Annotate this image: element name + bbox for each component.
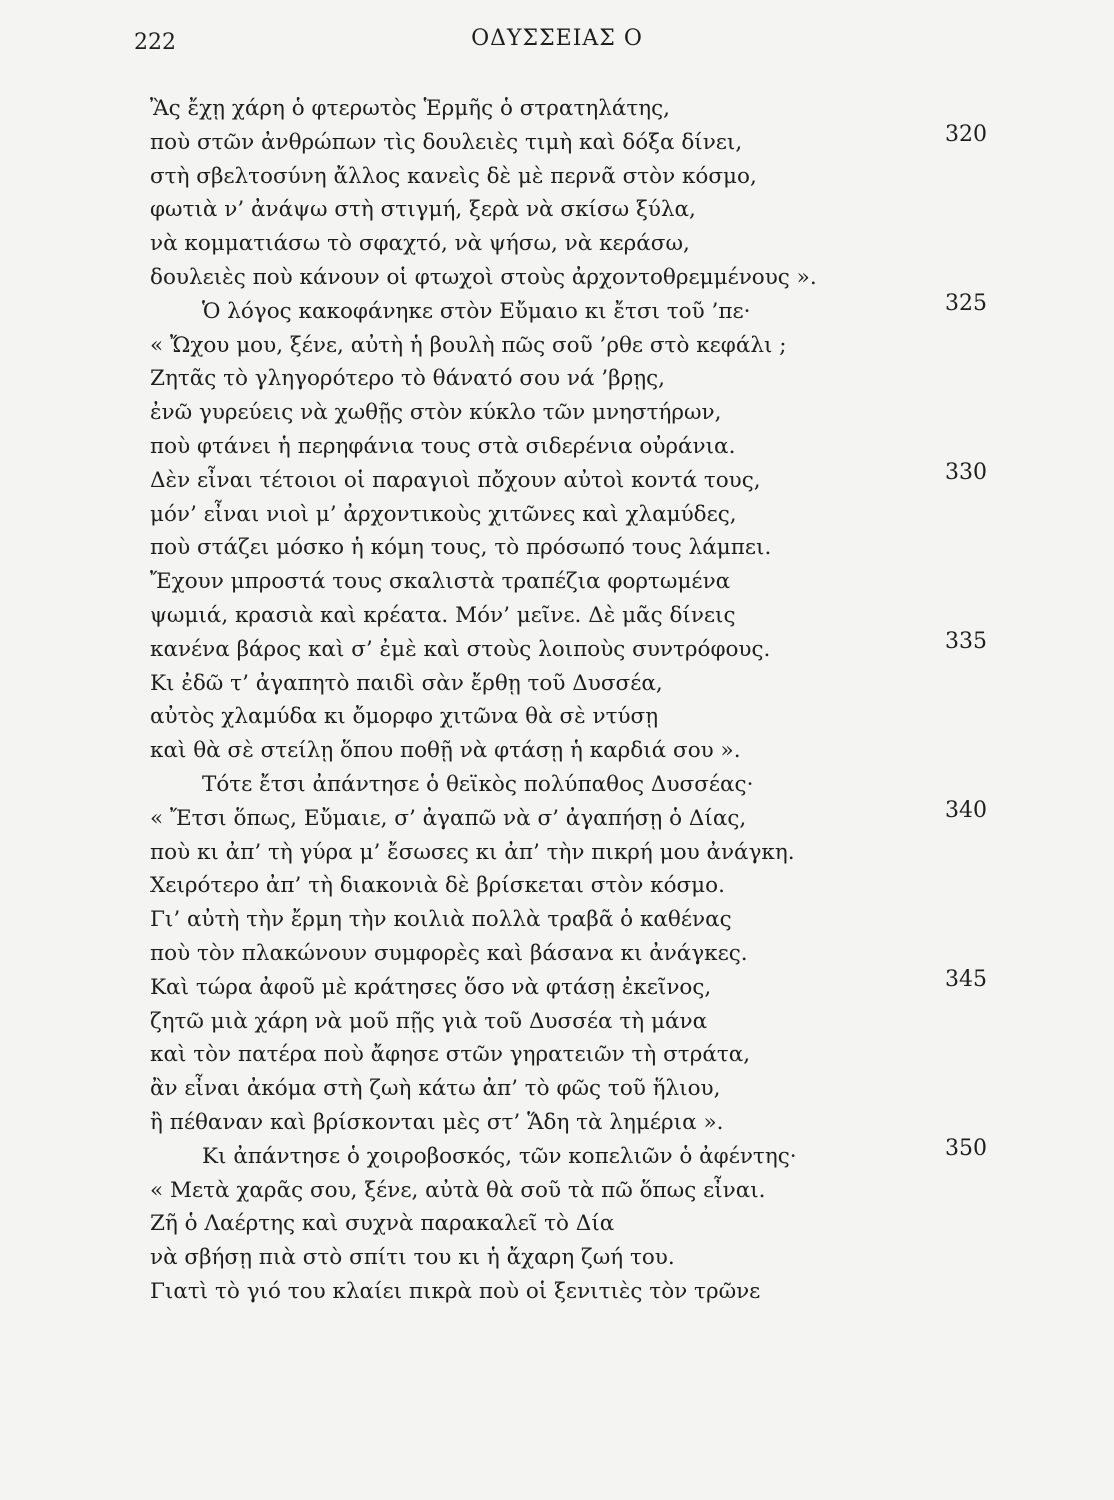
verse-text: ἐνῶ γυρεύεις νὰ χωθῇς στὸν κύκλο τῶν μνηστήρων, <box>150 400 722 426</box>
line-number: 335 <box>945 628 987 654</box>
line-number: 340 <box>945 797 987 823</box>
verse-line <box>150 1072 1030 1106</box>
verse-text: αὐτὸς χλαμύδα κι ὄμορφο χιτῶνα θὰ σὲ ντύσῃ <box>150 704 659 730</box>
running-title: ΟΔΥΣΣΕΙΑΣ Ο <box>471 26 643 51</box>
verse-text: Κι ἐδῶ τ’ ἀγαπητὸ παιδὶ σὰν ἔρθῃ τοῦ Δυσσέα, <box>150 670 663 696</box>
verse-text: καὶ θὰ σὲ στείλῃ ὅπου ποθῇ νὰ φτάσῃ ἡ καρδιά σου ». <box>150 738 741 764</box>
verse-text: Δὲν εἶναι τέτοιοι οἱ παραγιοὶ πὄχουν αὐτοὶ κοντά τους, <box>150 467 761 493</box>
verse-text: ποὺ φτάνει ἡ περηφάνια τους στὰ σιδερένια οὐράνια. <box>150 433 736 459</box>
verse-text: μόν’ εἶναι νιοὶ μ’ ἀρχοντικοὺς χιτῶνες καὶ χλαμύδες, <box>150 501 737 527</box>
verse-text: Τότε ἔτσι ἀπάντησε ὁ θεϊκὸς πολύπαθος Δυσσέας· <box>202 771 754 797</box>
verse-line <box>150 1005 1030 1039</box>
verse-line <box>150 193 1030 227</box>
verse-line <box>150 1038 1030 1072</box>
verse-text: Ἂς ἔχῃ χάρη ὁ φτερωτὸς Ἑρμῆς ὁ στρατηλάτης, <box>150 96 671 121</box>
verse-line <box>150 430 1030 464</box>
verse-line <box>150 869 1030 903</box>
verse-line <box>150 459 1030 498</box>
verse-line <box>150 290 1030 329</box>
verse-text: καὶ τὸν πατέρα ποὺ ἄφησε στῶν γηρατειῶν τὴ στράτα, <box>150 1042 751 1068</box>
verse-text: Καὶ τώρα ἀφοῦ μὲ κράτησες ὅσο νὰ φτάσῃ ἐκεῖνος, <box>150 974 712 1000</box>
verse-text: στὴ σβελτοσύνη ἄλλος κανεὶς δὲ μὲ περνᾶ στὸν κόσμο, <box>150 163 757 189</box>
verse-line <box>150 498 1030 532</box>
verse-line <box>150 1275 1030 1309</box>
line-number: 320 <box>945 121 987 147</box>
verse-text: Κι ἀπάντησε ὁ χοιροβοσκός, τῶν κοπελιῶν ὁ ἀφέντης· <box>202 1143 797 1169</box>
verse-text: ψωμιά, κρασιὰ καὶ κρέατα. Μόν’ μεῖνε. Δὲ μᾶς δίνεις <box>150 602 736 628</box>
verse-line <box>150 1174 1030 1208</box>
verse-text: φωτιὰ ν’ ἀνάψω στὴ στιγμή, ξερὰ νὰ σκίσω ξύλα, <box>150 197 696 223</box>
verse-line <box>150 261 1030 295</box>
verse-text: Γι’ αὐτὴ τὴν ἔρμη τὴν κοιλιὰ πολλὰ τραβᾶ ὁ καθένας <box>150 907 732 933</box>
line-number: 345 <box>945 966 987 992</box>
verse-text: ἂν εἶναι ἀκόμα στὴ ζωὴ κάτω ἀπ’ τὸ φῶς τοῦ ἥλιου, <box>150 1076 721 1102</box>
verse-text: Ἔχουν μπροστά τους σκαλιστὰ τραπέζια φορτωμένα <box>150 569 731 595</box>
verse-line <box>150 628 1030 667</box>
verse-text: « Μετὰ χαρᾶς σου, ξένε, αὐτὰ θὰ σοῦ τὰ πῶ ὅπως εἶναι. <box>150 1177 766 1203</box>
verse-line <box>150 565 1030 599</box>
line-number: 325 <box>945 290 987 316</box>
verse-text: νὰ κομματιάσω τὸ σφαχτό, νὰ ψήσω, νὰ κεράσω, <box>150 231 690 257</box>
verse-text: Γιατὶ τὸ γιό του κλαίει πικρὰ ποὺ οἱ ξενιτιὲς τὸν τρῶνε <box>150 1278 761 1304</box>
verse-text: ποὺ τὸν πλακώνουν συμφορὲς καὶ βάσανα κι ἀνάγκες. <box>150 940 748 966</box>
verse-text: ποὺ στάζει μόσκο ἡ κόμη τους, τὸ πρόσωπό τους λάμπει. <box>150 535 772 561</box>
verse-text: ἢ πέθαναν καὶ βρίσκονται μὲς στ’ Ἅδη τὰ λημέρια ». <box>150 1109 724 1135</box>
verse-line <box>150 92 1030 126</box>
verse-line <box>150 797 1030 836</box>
verse-line <box>150 531 1030 565</box>
verse-line <box>150 937 1030 971</box>
verse-text: Ζητᾶς τὸ γληγορότερο τὸ θάνατό σου νά ’βρῃς, <box>150 366 665 392</box>
verse-block <box>150 92 1030 1309</box>
verse-text: νὰ σβήσῃ πιὰ στὸ σπίτι του κι ἡ ἄχαρη ζωή του. <box>150 1245 675 1271</box>
verse-text: κανένα βάρος καὶ σ’ ἐμὲ καὶ στοὺς λοιποὺς συντρόφους. <box>150 636 771 662</box>
verse-line <box>150 1106 1030 1140</box>
verse-text: ποὺ κι ἀπ’ τὴ γύρα μ’ ἔσωσες κι ἀπ’ τὴν πικρή μου ἀνάγκη. <box>150 839 795 865</box>
line-number: 350 <box>945 1135 987 1161</box>
line-number: 330 <box>945 459 987 485</box>
verse-text: Ὁ λόγος κακοφάνηκε στὸν Εὔμαιο κι ἔτσι τοῦ ’πε· <box>202 298 751 324</box>
verse-line <box>150 1135 1030 1174</box>
verse-text: Ζῆ ὁ Λαέρτης καὶ συχνὰ παρακαλεῖ τὸ Δία <box>150 1211 615 1237</box>
verse-line <box>150 121 1030 160</box>
verse-line <box>150 903 1030 937</box>
verse-line <box>150 599 1030 633</box>
verse-text: « Ἔτσι ὅπως, Εὔμαιε, σ’ ἀγαπῶ νὰ σ’ ἀγαπήσῃ ὁ Δίας, <box>150 805 747 831</box>
verse-line <box>150 836 1030 870</box>
verse-text: « Ὤχου μου, ξένε, αὐτὴ ἡ βουλὴ πῶς σοῦ ’ρθε στὸ κεφάλι ; <box>150 332 787 358</box>
verse-line <box>150 700 1030 734</box>
verse-line <box>150 667 1030 701</box>
verse-line <box>150 329 1030 363</box>
verse-line <box>150 227 1030 261</box>
verse-line <box>150 734 1030 768</box>
verse-line <box>150 768 1030 802</box>
verse-line <box>150 396 1030 430</box>
verse-text: ζητῶ μιὰ χάρη νὰ μοῦ πῇς γιὰ τοῦ Δυσσέα τὴ μάνα <box>150 1008 708 1034</box>
verse-line <box>150 1241 1030 1275</box>
verse-line <box>150 1207 1030 1241</box>
page-header <box>0 22 1114 62</box>
verse-text: Χειρότερο ἀπ’ τὴ διακονιὰ δὲ βρίσκεται στὸν κόσμο. <box>150 873 725 899</box>
verse-text: ποὺ στῶν ἀνθρώπων τὶς δουλειὲς τιμὴ καὶ δόξα δίνει, <box>150 129 743 155</box>
verse-line <box>150 362 1030 396</box>
verse-line <box>150 966 1030 1005</box>
verse-line <box>150 160 1030 194</box>
page-number: 222 <box>134 30 176 55</box>
verse-text: δουλειὲς ποὺ κάνουν οἱ φτωχοὶ στοὺς ἀρχοντοθρεμμένους ». <box>150 264 817 290</box>
